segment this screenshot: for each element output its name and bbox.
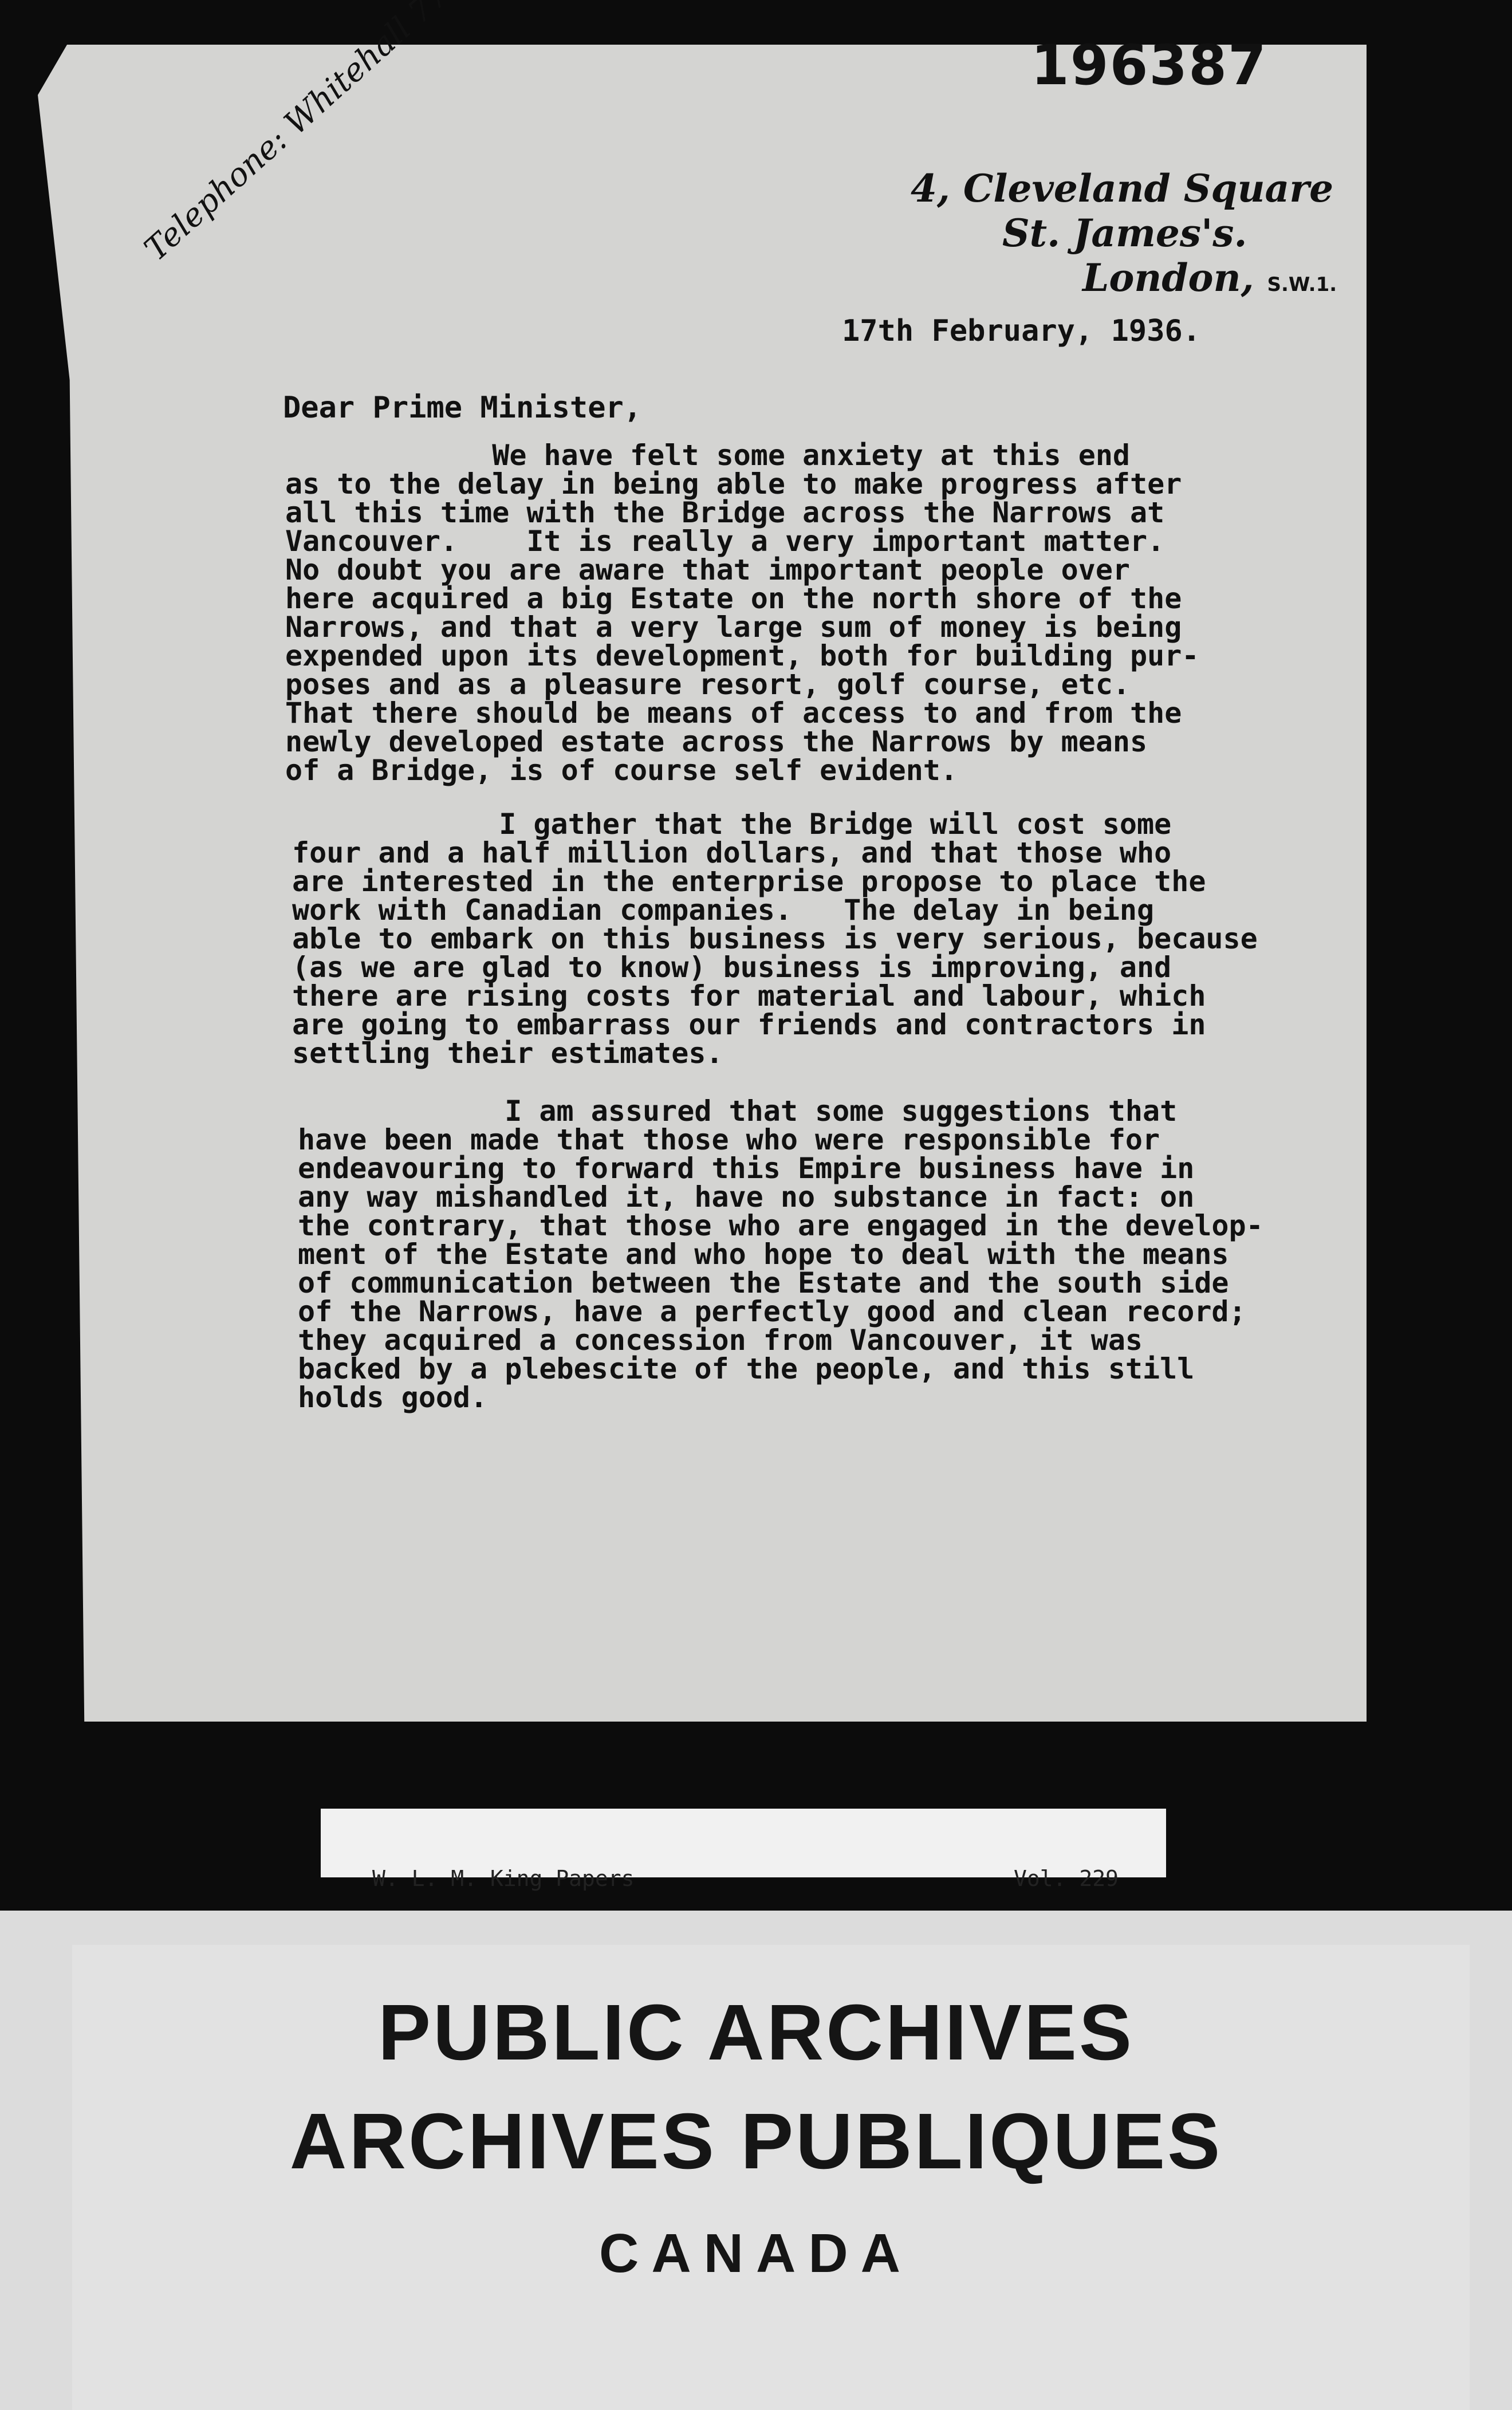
paragraph-line: of communication between the Estate and the south side — [298, 1266, 1229, 1299]
paragraph-line: We have felt some anxiety at this end — [285, 439, 1131, 472]
paragraph-line: backed by a plebescite of the people, and this still — [298, 1352, 1195, 1385]
archive-country: CANADA — [599, 2223, 913, 2284]
address-city: London, — [1082, 255, 1254, 300]
paragraph-line: of a Bridge, is of course self evident. — [285, 754, 958, 787]
paragraph-line: any way mishandled it, have no substance in fact: on — [298, 1180, 1195, 1214]
paragraph-line: here acquired a big Estate on the north shore of the — [285, 582, 1182, 615]
paragraph-line: I am assured that some suggestions that — [298, 1094, 1178, 1128]
paragraph-line: settling their estimates. — [292, 1037, 723, 1070]
address-postcode: S.W.1. — [1267, 273, 1337, 296]
archive-title-french: ARCHIVES PUBLIQUES — [289, 2097, 1223, 2185]
paragraph-line: ment of the Estate and who hope to deal with the means — [298, 1238, 1229, 1271]
paragraph-line: there are rising costs for material and labour, which — [292, 979, 1206, 1013]
paragraph-line: are going to embarrass our friends and contractors in — [292, 1008, 1206, 1041]
paragraph-line: newly developed estate across the Narrows by means — [285, 725, 1148, 758]
volume-number: Vol. 229 — [1014, 1866, 1119, 1891]
document-number: 196387 — [1031, 33, 1267, 97]
paragraph-line: No doubt you are aware that important people over — [285, 553, 1131, 586]
collection-name: W. L. M. King Papers — [372, 1866, 635, 1891]
paragraph-line: are interested in the enterprise propose to place the — [292, 865, 1206, 898]
paragraph-line: Vancouver. It is really a very important matter. — [285, 525, 1165, 558]
letterhead-address — [893, 166, 1337, 307]
paragraph-line: expended upon its development, both for building pur- — [285, 639, 1199, 672]
paragraph-line: they acquired a concession from Vancouver, it was — [298, 1324, 1143, 1357]
paragraph-line: the contrary, that those who are engaged in the develop- — [298, 1209, 1263, 1242]
address-line-2: St. James's. — [1002, 211, 1247, 255]
body-paragraph-2 — [292, 810, 1258, 1068]
paragraph-line: Narrows, and that a very large sum of money is being — [285, 611, 1182, 644]
address-line-3 — [1082, 255, 1337, 307]
body-paragraph-3 — [298, 1094, 1263, 1414]
body-paragraph-1 — [285, 441, 1199, 785]
paragraph-line: four and a half million dollars, and that those who — [292, 836, 1172, 869]
paragraph-line: (as we are glad to know) business is improving, and — [292, 951, 1172, 984]
paragraph-line: of the Narrows, have a perfectly good and clean record; — [298, 1295, 1246, 1328]
paragraph-line: able to embark on this business is very serious, because — [292, 922, 1258, 955]
paragraph-line: work with Canadian companies. The delay in being — [292, 893, 1155, 927]
salutation: Dear Prime Minister, — [283, 391, 642, 425]
paragraph-line: endeavouring to forward this Empire business have in — [298, 1152, 1195, 1185]
paragraph-line: I gather that the Bridge will cost some — [292, 808, 1172, 841]
paragraph-line: all this time with the Bridge across the Narrows at — [285, 496, 1165, 529]
paragraph-line: poses and as a pleasure resort, golf course, etc. — [285, 668, 1131, 701]
paragraph-line: have been made that those who were responsible for — [298, 1123, 1160, 1156]
letter-date: 17th February, 1936. — [842, 314, 1201, 348]
address-line-1: 4, Cleveland Square — [911, 166, 1334, 211]
archive-title-english: PUBLIC ARCHIVES — [378, 1988, 1134, 2077]
paragraph-line: as to the delay in being able to make progress after — [285, 467, 1182, 501]
paragraph-line: That there should be means of access to and from the — [285, 696, 1182, 730]
paragraph-line: holds good. — [298, 1381, 488, 1414]
